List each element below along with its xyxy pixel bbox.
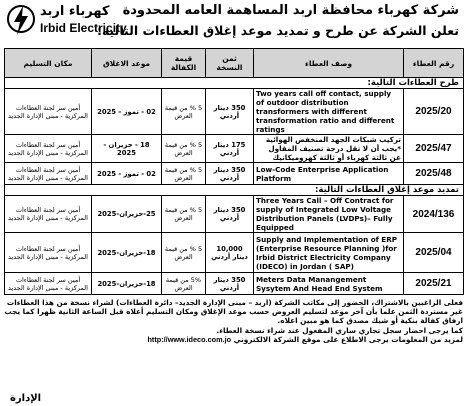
footer-notes <box>4 298 463 344</box>
table-row <box>5 273 464 295</box>
section-title-row <box>5 185 464 196</box>
table-header-row <box>5 49 464 78</box>
tender-description-cell: Low-Code Enterprise Application Platform <box>254 163 404 185</box>
page-title: شركة كهرباء محافظة اربد المساهمة العامه المحدودة <box>122 3 459 18</box>
extended-tenders-rows <box>5 196 464 295</box>
tender-description-cell: Three Years Call – Off Contract for supply of Integrated Low Voltage Distribution Panels (LVDPs)– Fully Equipped <box>254 196 404 233</box>
tender-number-cell: 2024/136 <box>404 196 464 233</box>
tender-closing-date-cell: 18 - حزيران - 2025 <box>92 135 162 163</box>
section-title-extended: تمديد موعد إغلاق العطاءات التالية: <box>5 185 464 196</box>
tender-price-cell: 350 دينار أردني <box>206 196 254 233</box>
tenders-table <box>4 48 464 295</box>
col-header-price: ثمن النسخة <box>206 49 254 78</box>
table-row <box>5 135 464 163</box>
tender-price-cell: 10,000 دينار أردني <box>206 233 254 273</box>
tender-closing-date-cell: 02 - تموز - 2025 <box>92 163 162 185</box>
lightning-logo-icon <box>6 3 36 41</box>
table-row <box>5 89 464 135</box>
tender-guarantee-cell: 5 % من قيمة العرض <box>162 89 206 135</box>
footer-line-2: كما يرجى احضار سجل تجاري ساري المفعول عند شراء نسخة العطاء. <box>216 325 463 335</box>
tender-number-cell: 2025/21 <box>404 273 464 295</box>
section-title-row <box>5 78 464 89</box>
section-new-body <box>5 78 464 89</box>
tender-guarantee-cell: 5 % من قيمة العرض <box>162 196 206 233</box>
tender-price-cell: 350 دينار أردني <box>206 89 254 135</box>
table-row <box>5 163 464 185</box>
signature: الإدارة <box>10 393 42 404</box>
tender-description-cell: Two years call off contact, supply of outdoor distribution transformers with different transformation ratio and different ratings <box>254 89 404 135</box>
tender-closing-date-cell: 18-حزيران-2025 <box>92 233 162 273</box>
tender-closing-date-cell: 25-حزيران-2025 <box>92 196 162 233</box>
tender-place-cell: أمين سر لجنة العطاءات المركزية - مبنى الإدارة الجديد <box>5 89 92 135</box>
tender-closing-date-cell: 02 - تموز - 2025 <box>92 89 162 135</box>
col-header-description: وصف العطاء <box>254 49 404 78</box>
tender-number-cell: 2025/04 <box>404 233 464 273</box>
tender-price-cell: 350 دينار أردني <box>206 273 254 295</box>
logo-english-text: Irbid Electricity <box>40 21 127 35</box>
tender-price-cell: 350 دينار أردني <box>206 163 254 185</box>
logo-arabic-text: كهرباء اربد <box>40 4 110 19</box>
footer-line-3 <box>4 335 463 344</box>
tender-guarantee-cell: 5 % من قيمة العرض <box>162 233 206 273</box>
col-header-number: رقم العطاء <box>404 49 464 78</box>
tender-place-cell: أمين سر لجنة العطاءات المركزية - مبنى الإدارة الجديد <box>5 196 92 233</box>
footer-line-1: فعلى الراغبين بالاشتراك، الحضور إلى مكاتب الشركة (اربد – مبنى الإدارة الجديد– دائرة العطاءات) لشراء نسخة من هذا العطاءات غير مستردة الثمن علما بأن آخر موعد لتسليم العروض حسب موعد الإغلاق ومكان التسليم أعلاه قبل الساعة الثانية ظهرا كما يجب ارفاق كفالة بنكية أو شيك مصدق كما هو مبين اعلاه. <box>4 298 463 326</box>
tender-description-cell: Meters Data Manangement Sysytem And Head End System <box>254 273 404 295</box>
table-row <box>5 196 464 233</box>
tender-description-cell: Supply and Implementation of ERP (Enterprise Resource Planning )for Irbid District Electricity Company (IDECO) in Jordan ( SAP) <box>254 233 404 273</box>
tender-place-cell: أمين سر لجنة العطاءات المركزية - مبنى الإدارة الجديد <box>5 163 92 185</box>
tender-place-cell: أمين سر لجنة العطاءات المركزية - مبنى الإدارة الجديد <box>5 233 92 273</box>
tender-number-cell: 2025/20 <box>404 89 464 135</box>
header <box>4 2 463 48</box>
section-title-new: طرح العطاءات التالية: <box>5 78 464 89</box>
tender-place-cell: أمين سر لجنة العطاءات المركزية - مبنى الإدارة الجديد <box>5 273 92 295</box>
tender-number-cell: 2025/47 <box>404 135 464 163</box>
new-tenders-rows <box>5 89 464 185</box>
table-row <box>5 233 464 273</box>
tender-guarantee-cell: 5 % من قيمة العرض <box>162 163 206 185</box>
footer-info-text: لمزيد من المعلومات يرجى الاطلاع على موقع الشركة الالكتروني <box>233 334 463 344</box>
section-extended-body <box>5 185 464 196</box>
tender-place-cell: أمين سر لجنة العطاءات المركزية - مبنى الإدارة الجديد <box>5 135 92 163</box>
tender-description-cell: تركيب شبكات الجهد المنخفض الهوائية *يجب أن لا تقل درجة تصنيف المقاول عن ثالثة كهرباء أو ثالثة كهروميكانيك <box>254 135 404 163</box>
col-header-guarantee: قيمة الكفالة <box>162 49 206 78</box>
tender-closing-date-cell: 18-حزيران-2025 <box>92 273 162 295</box>
tender-number-cell: 2025/48 <box>404 163 464 185</box>
tender-guarantee-cell: 5 % من قيمة العرض <box>162 135 206 163</box>
col-header-place: مكان التسليم <box>5 49 92 78</box>
page-subtitle: تعلن الشركة عن طرح و تمديد موعد إغلاق العطاءات التالية: <box>96 23 459 38</box>
website-link[interactable]: http://www.ideco.com.jo <box>147 334 232 344</box>
col-header-closing: موعد الاغلاق <box>92 49 162 78</box>
tender-price-cell: 175 دينار أردني <box>206 135 254 163</box>
tender-guarantee-cell: 5% من قيمة العرض <box>162 273 206 295</box>
